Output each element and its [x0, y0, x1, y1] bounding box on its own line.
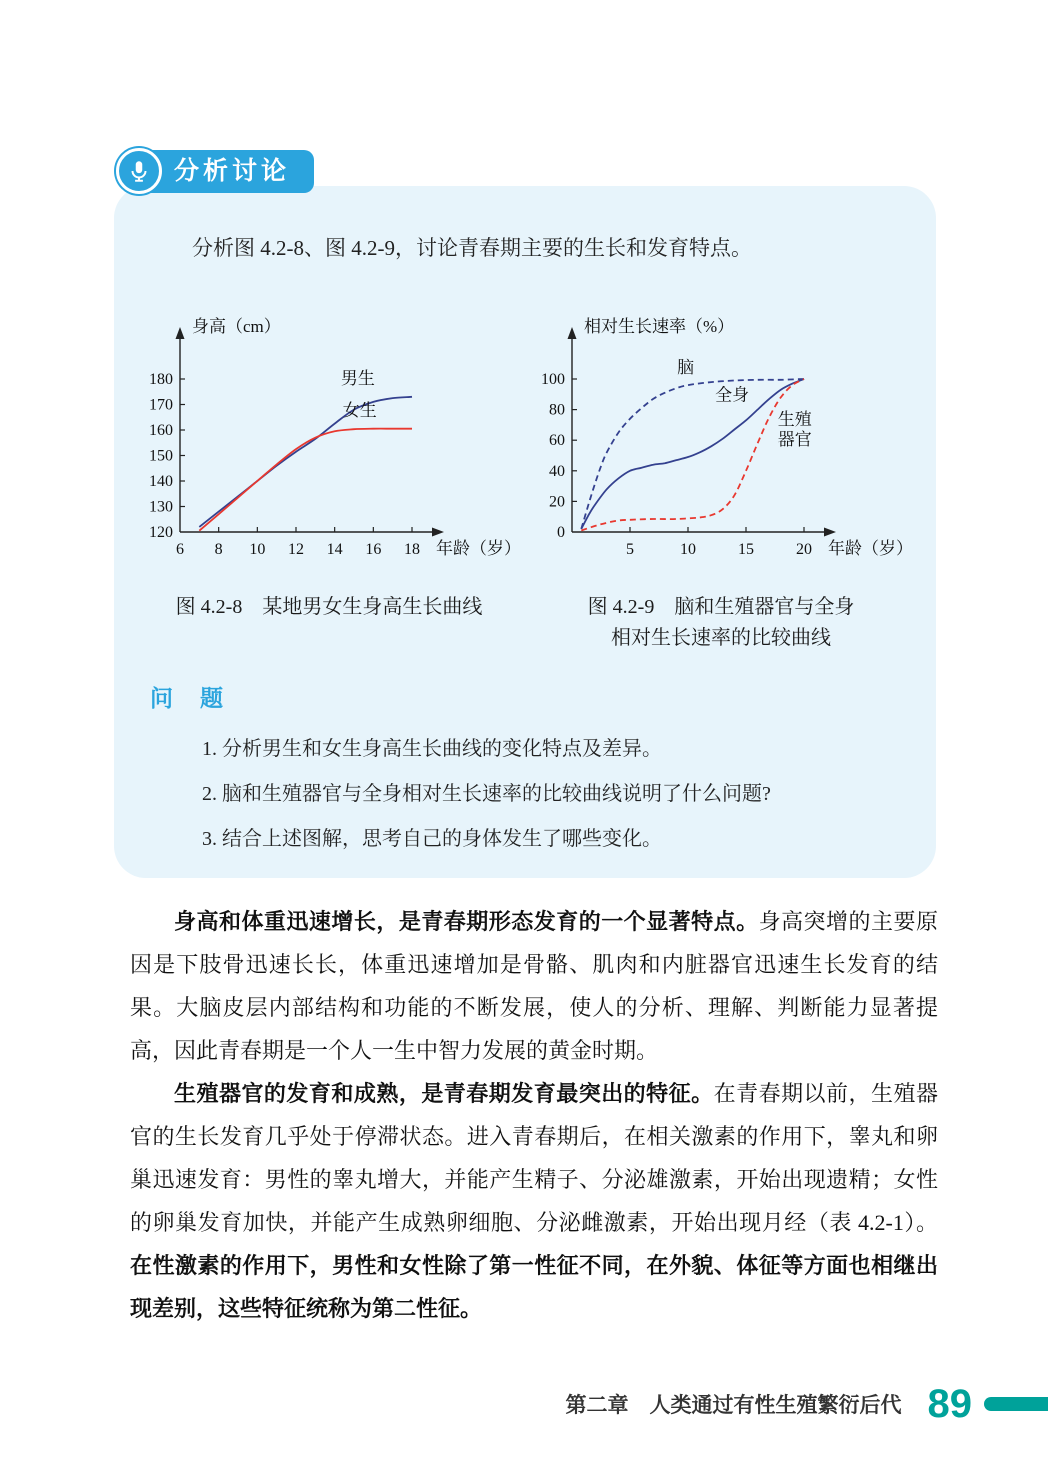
y-tick-label: 130: [149, 498, 173, 516]
series-line-全身: [581, 379, 804, 529]
discussion-panel: [114, 156, 936, 878]
charts-row: [134, 274, 916, 654]
question-item-2: 2. 脑和生殖器官与全身相对生长速率的比较曲线说明了什么问题?: [202, 783, 771, 805]
y-tick-label: 180: [149, 371, 173, 388]
x-axis-title: 年龄（岁）: [436, 539, 521, 558]
series-annotation: 女生: [342, 400, 377, 420]
y-tick-label: 100: [541, 371, 565, 388]
question-item-1: 1. 分析男生和女生身高生长曲线的变化特点及差异。: [202, 738, 662, 760]
intro-text: 分析图 4.2-8、图 4.2-9，讨论青春期主要的生长和发育特点。: [192, 236, 752, 260]
x-tick-label: 18: [404, 541, 420, 558]
y-tick-label: 140: [149, 473, 173, 490]
y-tick-label: 80: [549, 401, 565, 419]
badge-label: 分析讨论: [138, 150, 314, 193]
series-annotation: 脑: [677, 357, 695, 377]
x-tick-label: 5: [626, 541, 634, 558]
caption-text-line2: 相对生长速率的比较曲线: [611, 627, 831, 649]
y-tick-label: 20: [549, 493, 565, 511]
series-line-男生: [199, 397, 412, 527]
series-line-脑: [581, 379, 804, 529]
questions-list: [202, 727, 916, 862]
height-growth-chart: [134, 274, 524, 574]
page-footer: [0, 1384, 1048, 1424]
series-line-女生: [199, 429, 412, 531]
y-tick-label: 150: [149, 447, 173, 465]
y-tick-label: 160: [149, 422, 173, 439]
text-run: 身高和体重迅速增长，是青春期形态发育的一个显著特点。: [174, 909, 759, 934]
text-run: 身高突增的主要原因是下肢骨迅速长长，体重迅速增加是骨骼、肌肉和内脏器官迅速生长发育的结果。大脑皮层内部结构和功能的不断发展，使人的分析、理解、判断能力显著提高，因此青春期是一个人一生中智力发展的黄金时期。: [130, 909, 938, 1063]
analysis-discussion-badge: [116, 148, 314, 194]
figure-height-growth: [134, 274, 524, 654]
paragraph: [130, 900, 938, 1072]
y-tick-label: 120: [149, 524, 173, 541]
x-tick-label: 16: [365, 541, 382, 558]
y-tick-label: 170: [149, 396, 173, 414]
x-axis-arrow: [824, 528, 836, 537]
paragraph: [130, 1072, 938, 1330]
text-run: 在青春期以前，生殖器官的生长发育几乎处于停滞状态。进入青春期后，在相关激素的作用下，睾丸和卵巢迅速发育：男性的睾丸增大，并能产生精子、分泌雄激素，开始出现遗精；女性的卵巢发育加快，并能产生成熟卵细胞、分泌雌激素，开始出现月经（表 4.2-1）。: [130, 1081, 938, 1235]
x-tick-label: 8: [214, 541, 223, 558]
footer-accent-bar: [984, 1397, 1048, 1411]
x-tick-label: 10: [680, 541, 696, 558]
page-number: 89: [927, 1382, 972, 1426]
caption-text-line1: 图 4.2-9 脑和生殖器官与全身: [587, 596, 855, 618]
body-text: [130, 900, 938, 1330]
y-tick-label: 40: [549, 462, 565, 480]
y-tick-label: 0: [557, 524, 565, 541]
figure-caption-1: [134, 592, 524, 623]
x-axis-arrow: [432, 528, 444, 537]
questions-header: 问 题: [150, 685, 225, 711]
microphone-glyph: [126, 158, 152, 184]
x-tick-label: 6: [176, 541, 184, 558]
series-annotation: 生殖: [777, 409, 812, 429]
series-annotation: 器官: [777, 429, 812, 449]
x-tick-label: 12: [288, 541, 304, 558]
x-tick-label: 14: [326, 541, 343, 558]
text-run: 生殖器官的发育和成熟，是青春期发育最突出的特征。: [174, 1081, 714, 1106]
figure-caption-2: [526, 592, 916, 654]
x-tick-label: 20: [796, 541, 812, 558]
series-annotation: 全身: [715, 385, 750, 405]
y-axis-arrow: [176, 327, 185, 339]
question-item-3: 3. 结合上述图解，思考自己的身体发生了哪些变化。: [202, 828, 662, 850]
y-axis-title: 身高（cm）: [192, 317, 281, 336]
microphone-icon: [116, 148, 162, 194]
caption-text: 图 4.2-8 某地男女生身高生长曲线: [175, 596, 483, 618]
chapter-title: 第二章 人类通过有性生殖繁衍后代: [565, 1394, 902, 1417]
y-axis-arrow: [568, 327, 577, 339]
x-axis-title: 年龄（岁）: [828, 539, 913, 558]
series-annotation: 男生: [340, 369, 375, 389]
y-tick-label: 60: [549, 432, 565, 450]
x-tick-label: 10: [249, 541, 266, 558]
text-run: 在性激素的作用下，男性和女性除了第一性征不同，在外貌、体征等方面也相继出现差别，这些特征统称为第二性征。: [130, 1253, 938, 1321]
figure-growth-rate: [526, 274, 916, 654]
x-tick-label: 15: [738, 541, 754, 558]
growth-rate-chart: [526, 274, 916, 574]
y-axis-title: 相对生长速率（%）: [584, 317, 735, 336]
